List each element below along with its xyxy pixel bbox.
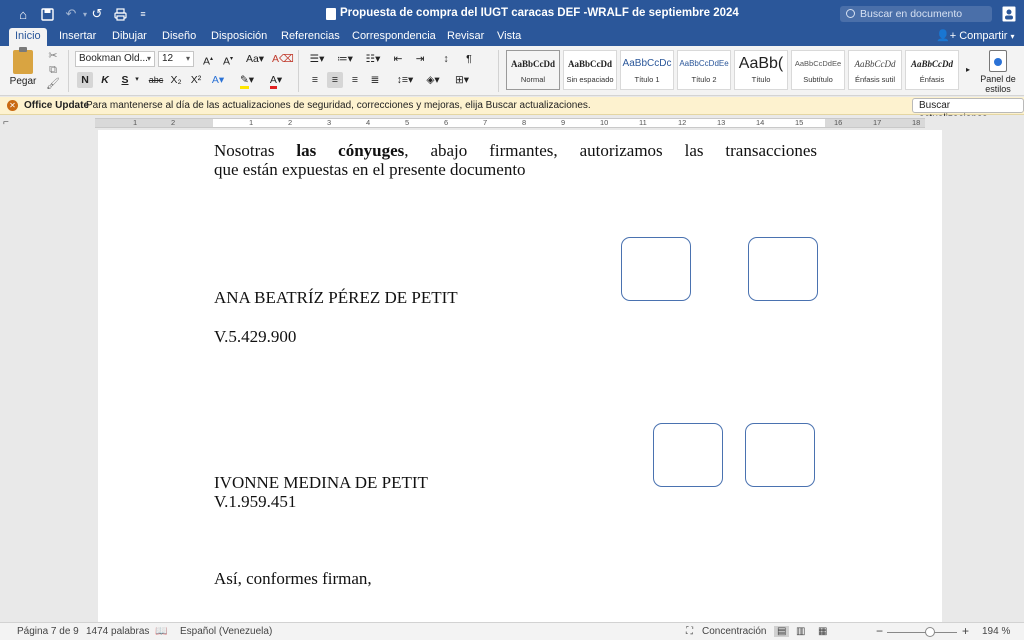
style-sin-espaciado[interactable] [563,50,617,90]
share-button[interactable] [936,29,1015,42]
ruler-number: 6 [444,118,449,127]
fingerprint-box[interactable] [745,423,815,487]
tab-correspondencia[interactable]: Correspondencia [352,30,436,42]
account-icon[interactable] [1002,6,1016,22]
style-sample: AaBbCcDd [567,59,612,69]
style-titulo[interactable] [734,50,788,90]
shading-icon[interactable]: ◈▾ [426,74,440,86]
tab-vista[interactable]: Vista [497,30,522,42]
read-mode-icon[interactable]: ▥ [796,626,806,637]
document-workspace[interactable] [0,130,1024,622]
styles-gallery [506,50,962,90]
tab-diseno[interactable]: Diseño [162,30,197,42]
undo-icon[interactable]: ↶ [65,6,77,21]
paste-label: Pegar [9,76,37,87]
divider [498,50,499,92]
ruler-number: 4 [366,118,371,127]
show-formatting-icon[interactable]: ¶ [466,53,472,65]
shrink-font-icon[interactable]: A▾ [222,55,234,68]
style-subtitulo[interactable] [791,50,845,90]
font-size-value: 12 [162,53,174,64]
underline-button[interactable]: S [121,74,129,86]
closing-line[interactable]: Así, conformes firman, [214,569,372,588]
chevron-down-icon: ▾ [185,54,190,63]
style-enfasis[interactable] [905,50,959,90]
gallery-scroll-icon[interactable]: ▸ [965,65,970,74]
undo-dropdown-icon[interactable]: ▾ [82,9,87,19]
tab-insertar[interactable]: Insertar [59,30,97,42]
divider [298,50,299,92]
highlight-icon[interactable]: ✎▾ [236,72,258,88]
search-input[interactable]: Buscar en documento [840,6,992,22]
copy-icon[interactable]: ⧉ [49,64,57,76]
ruler-number: 1 [249,118,254,127]
document-icon [326,8,336,20]
justify-icon[interactable]: ≣ [370,74,380,86]
line-spacing-icon[interactable]: ↕≡▾ [396,74,414,86]
signature-box[interactable] [621,237,691,301]
font-size-select[interactable] [158,51,194,67]
update-message: Para mantenerse al día de las actualizaciones de seguridad, correcciones y mejoras, elija Buscar actualizaciones. [86,100,591,111]
style-name: Título [751,75,771,84]
paragraph-line-2[interactable]: que están expuestas en el presente documento [214,160,526,179]
check-updates-button[interactable]: Buscar [912,98,1024,113]
signer-2-name[interactable]: IVONNE MEDINA DE PETIT [214,473,428,492]
superscript-button[interactable]: X² [190,74,202,86]
paragraph-authorization[interactable] [214,141,817,161]
font-name-select[interactable] [75,51,155,67]
clear-formatting-icon[interactable]: A⌫ [272,53,294,65]
zoom-in-button[interactable]: + [962,624,970,638]
styles-pane-label: Panel de estilos [980,74,1016,94]
change-case-icon[interactable]: Aa▾ [245,53,265,65]
style-sample: AaBb( [738,55,784,72]
zoom-level[interactable]: 194 % [982,626,1011,637]
align-left-icon[interactable]: ≡ [311,74,319,86]
focus-icon[interactable]: ⛶ [686,626,693,637]
proofing-icon[interactable]: 📖 [155,626,168,637]
style-sample: AaBbCcDd [910,59,953,69]
ruler-number: 15 [795,118,804,127]
warning-icon: ✕ [7,100,18,111]
redo-icon[interactable]: ↺ [91,6,103,21]
ruler-number: 5 [405,118,410,127]
clipboard-icon [13,50,33,74]
chevron-down-icon[interactable]: ▾ [135,76,139,83]
word-count[interactable]: 1474 palabras [86,626,150,637]
print-icon[interactable] [111,5,129,23]
ruler-number: 2 [288,118,293,127]
signer-2-id[interactable]: V.1.959.451 [214,492,297,511]
signature-box[interactable] [653,423,723,487]
zoom-out-button[interactable]: − [876,624,884,638]
language[interactable]: Español (Venezuela) [180,626,273,637]
fingerprint-box[interactable] [748,237,818,301]
ruler-number: 3 [327,118,332,127]
style-sample: AaBbCcDd [854,59,896,69]
style-titulo-1[interactable] [620,50,674,90]
paragraph-text: , abajo firmantes, autorizamos las transacciones [404,141,817,160]
home-icon[interactable]: ⌂ [19,6,27,22]
update-notification-bar [0,97,1024,115]
style-name: Normal [520,75,546,84]
print-layout-icon[interactable]: ▤ [774,626,789,637]
borders-icon[interactable]: ⊞▾ [454,74,470,86]
ruler-number: 11 [639,118,647,127]
decrease-indent-icon[interactable]: ⇤ [393,53,403,65]
zoom-slider-thumb[interactable] [925,627,935,637]
tab-disposicion[interactable]: Disposición [211,30,268,42]
paragraph-bold-text: las cónyuges [296,141,405,160]
status-bar [0,622,1024,640]
align-right-icon[interactable]: ≡ [351,74,359,86]
style-normal[interactable] [506,50,560,90]
strikethrough-button[interactable]: abc [148,75,164,85]
ribbon-tabs [0,28,1024,46]
subscript-button[interactable]: X₂ [170,74,182,86]
style-sample: AaBbCcDdEe [679,59,729,68]
page-count[interactable]: Página 7 de 9 [17,626,79,637]
styles-pane-icon [989,50,1007,72]
horizontal-ruler[interactable] [95,118,925,128]
style-enfasis-sutil[interactable] [848,50,902,90]
bold-button[interactable]: N [77,72,93,88]
multilevel-list-icon[interactable]: ☷▾ [365,53,381,65]
web-layout-icon[interactable]: ▦ [818,626,828,637]
signer-1-name[interactable]: ANA BEATRÍZ PÉREZ DE PETIT [214,288,458,307]
tab-stop-icon[interactable]: ⌐ [3,117,9,128]
ruler-number: 8 [522,118,527,127]
signer-1-id[interactable]: V.5.429.900 [214,327,297,346]
style-titulo-2[interactable] [677,50,731,90]
tab-inicio[interactable]: Inicio [9,28,47,46]
style-sample: AaBbCcDc [622,58,672,69]
paragraph-text: Nosotras [214,141,297,160]
style-sample: AaBbCcDd [510,59,555,69]
document-title: Propuesta de compra del IUGT caracas DEF -WRALF de septiembre 2024 [340,7,739,19]
style-name: Subtítulo [803,75,833,84]
search-icon [846,9,855,18]
ruler-number: 2 [171,118,176,127]
style-name: Título 2 [691,75,717,84]
ruler-left-margin [95,119,213,127]
sort-icon[interactable]: ↕ [443,53,449,65]
share-label: Compartir [959,30,1008,42]
style-name: Título 1 [634,75,660,84]
align-center-icon[interactable]: ≡ [327,72,343,88]
ribbon [0,46,1024,96]
update-title: Office Update [24,100,90,111]
ruler-number: 13 [717,118,726,127]
tab-dibujar[interactable]: Dibujar [112,30,147,42]
style-sample: AaBbCcDdEe [794,59,842,68]
ruler-number: 7 [483,118,488,127]
customize-toolbar-icon[interactable]: ≡ [140,9,146,19]
ruler-number: 18 [912,118,921,127]
document-page[interactable] [98,130,942,622]
ruler-number: 17 [873,118,882,127]
text-effects-icon[interactable]: A▾ [211,74,225,86]
zoom-slider[interactable] [887,632,957,633]
ruler-area [0,116,1024,130]
font-name-value: Bookman Old... [79,53,148,64]
title-bar [0,0,1024,28]
tab-referencias[interactable]: Referencias [281,30,340,42]
ruler-number: 16 [834,118,843,127]
chevron-down-icon: ▾ [1010,32,1015,41]
add-person-icon: 👤+ [936,30,957,42]
grow-font-icon[interactable]: A▴ [202,55,214,68]
style-name: Sin espaciado [566,75,614,84]
ruler-number: 14 [756,118,765,127]
chevron-down-icon: ▾ [146,54,151,63]
bullets-icon[interactable]: ☰▾ [309,53,325,65]
paste-button[interactable] [8,50,38,90]
cut-icon[interactable]: ✂ [48,50,58,62]
divider [68,50,69,92]
styles-pane-button[interactable] [976,50,1020,94]
tab-revisar[interactable]: Revisar [447,30,485,42]
increase-indent-icon[interactable]: ⇥ [415,53,425,65]
style-name: Énfasis [919,75,945,84]
ruler-number: 9 [561,118,566,127]
ruler-number: 12 [678,118,687,127]
ruler-number: 10 [600,118,609,127]
format-painter-icon[interactable]: 🖌 [46,78,60,90]
ruler-number: 1 [133,118,138,127]
font-color-icon[interactable]: A▾ [264,72,288,88]
numbering-icon[interactable]: ≔▾ [337,53,353,65]
italic-button[interactable]: K [101,74,109,86]
focus-mode[interactable]: Concentración [702,626,767,637]
style-name: Énfasis sutil [854,75,896,84]
save-icon[interactable] [38,5,56,23]
